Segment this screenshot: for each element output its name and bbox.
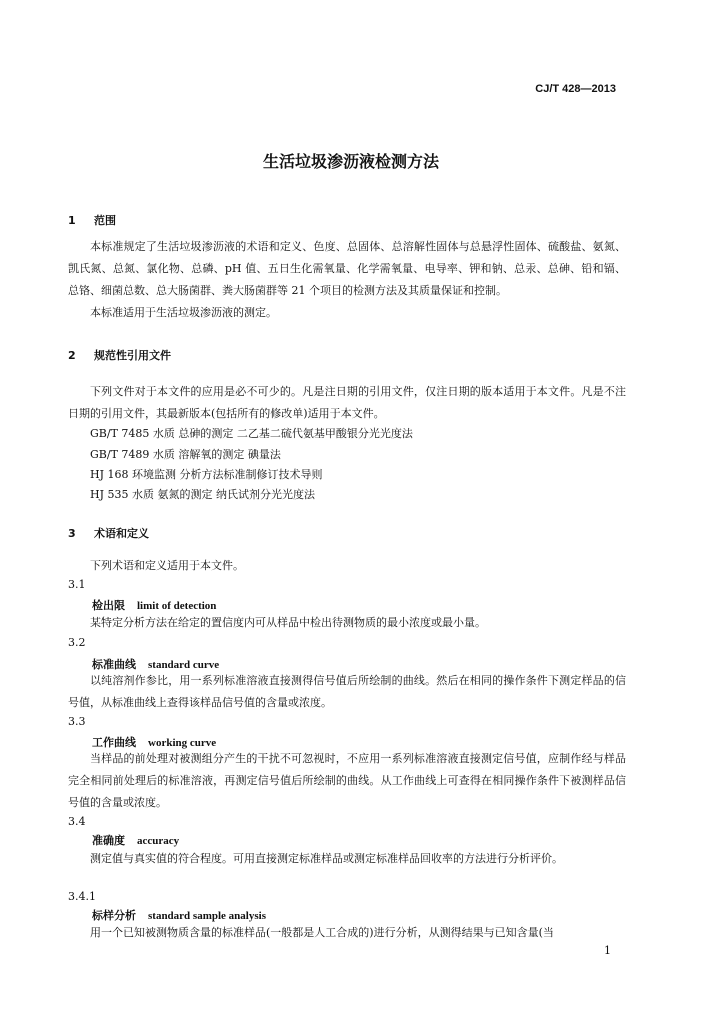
section-3-intro: 下列术语和定义适用于本文件。 <box>90 559 244 572</box>
section-number: 1 <box>68 214 76 227</box>
term-definition: 以纯溶剂作参比，用一系列标准溶液直接测得信号值后所绘制的曲线。然后在相同的操作条件下测定样品的信号值，从标准曲线上查得该样品信号值的含量或浓度。 <box>68 674 626 709</box>
clause-number: 3.2 <box>68 636 86 649</box>
term-definition: 用一个已知被测物质含量的标准样品(一般都是人工合成的)进行分析，从测得结果与已知含量(当 <box>90 926 554 939</box>
clause-number: 3.1 <box>68 578 86 591</box>
normative-reference: GB/T 7485 水质 总砷的测定 二乙基二硫代氨基甲酸银分光光度法 <box>90 427 413 440</box>
term-en: limit of detection <box>137 600 217 612</box>
term-en: standard sample analysis <box>148 910 266 922</box>
section-2-heading <box>68 347 171 363</box>
term-definition: 测定值与真实值的符合程度。可用直接测定标准样品或测定标准样品回收率的方法进行分析评价。 <box>90 852 563 865</box>
term-en: accuracy <box>137 835 180 847</box>
normative-reference: HJ 168 环境监测 分析方法标准制修订技术导则 <box>90 468 323 481</box>
normative-reference: GB/T 7489 水质 溶解氧的测定 碘量法 <box>90 448 281 461</box>
term-zh: 标准曲线 <box>92 658 136 671</box>
section-title: 规范性引用文件 <box>94 349 171 362</box>
normative-reference: HJ 535 水质 氨氮的测定 纳氏试剂分光光度法 <box>90 488 315 501</box>
section-1-paragraph-1: 本标准规定了生活垃圾渗沥液的术语和定义、色度、总固体、总溶解性固体与总悬浮性固体、硫酸盐、氨氮、凯氏氮、总氮、氯化物、总磷、pH 值、五日生化需氧量、化学需氧量、电导率、钾和钠、总汞、总砷、铅和镉、总铬、细菌总数、总大肠菌群、粪大肠菌群等 21 个项目的检测方法及其质量保证和控制。 <box>68 240 626 297</box>
term-zh: 工作曲线 <box>92 736 136 749</box>
section-number: 2 <box>68 349 76 362</box>
term-definition: 当样品的前处理对被测组分产生的干扰不可忽视时，不应用一系列标准溶液直接测定信号值，应制作经与样品完全相同前处理后的标准溶液，再测定信号值后所绘制的曲线。从工作曲线上可查得在相同操作条件下被测样品信号值的含量或浓度。 <box>68 752 626 809</box>
clause-number: 3.3 <box>68 715 86 728</box>
term-en: working curve <box>148 737 217 749</box>
document-title: 生活垃圾渗沥液检测方法 <box>262 152 439 171</box>
term-definition: 某特定分析方法在给定的置信度内可从样品中检出待测物质的最小浓度或最小量。 <box>90 616 486 629</box>
term-zh: 标样分析 <box>92 909 136 922</box>
section-title: 范围 <box>94 214 116 227</box>
clause-number: 3.4 <box>68 815 86 828</box>
section-number: 3 <box>68 527 76 540</box>
standard-number: CJ/T 428—2013 <box>535 83 616 95</box>
term-heading <box>92 832 179 848</box>
section-1-paragraph-2: 本标准适用于生活垃圾渗沥液的测定。 <box>90 306 277 319</box>
clause-number: 3.4.1 <box>68 890 96 903</box>
page-number: 1 <box>604 944 611 957</box>
section-1-heading <box>68 212 116 228</box>
section-2-paragraph-1: 下列文件对于本文件的应用是必不可少的。凡是注日期的引用文件，仅注日期的版本适用于本文件。凡是不注日期的引用文件，其最新版本(包括所有的修改单)适用于本文件。 <box>68 385 626 420</box>
section-title: 术语和定义 <box>94 527 149 540</box>
term-zh: 准确度 <box>92 834 125 847</box>
term-heading <box>92 597 216 613</box>
term-heading <box>92 907 266 923</box>
section-3-heading <box>68 525 149 541</box>
term-en: standard curve <box>148 659 220 671</box>
term-zh: 检出限 <box>92 599 125 612</box>
